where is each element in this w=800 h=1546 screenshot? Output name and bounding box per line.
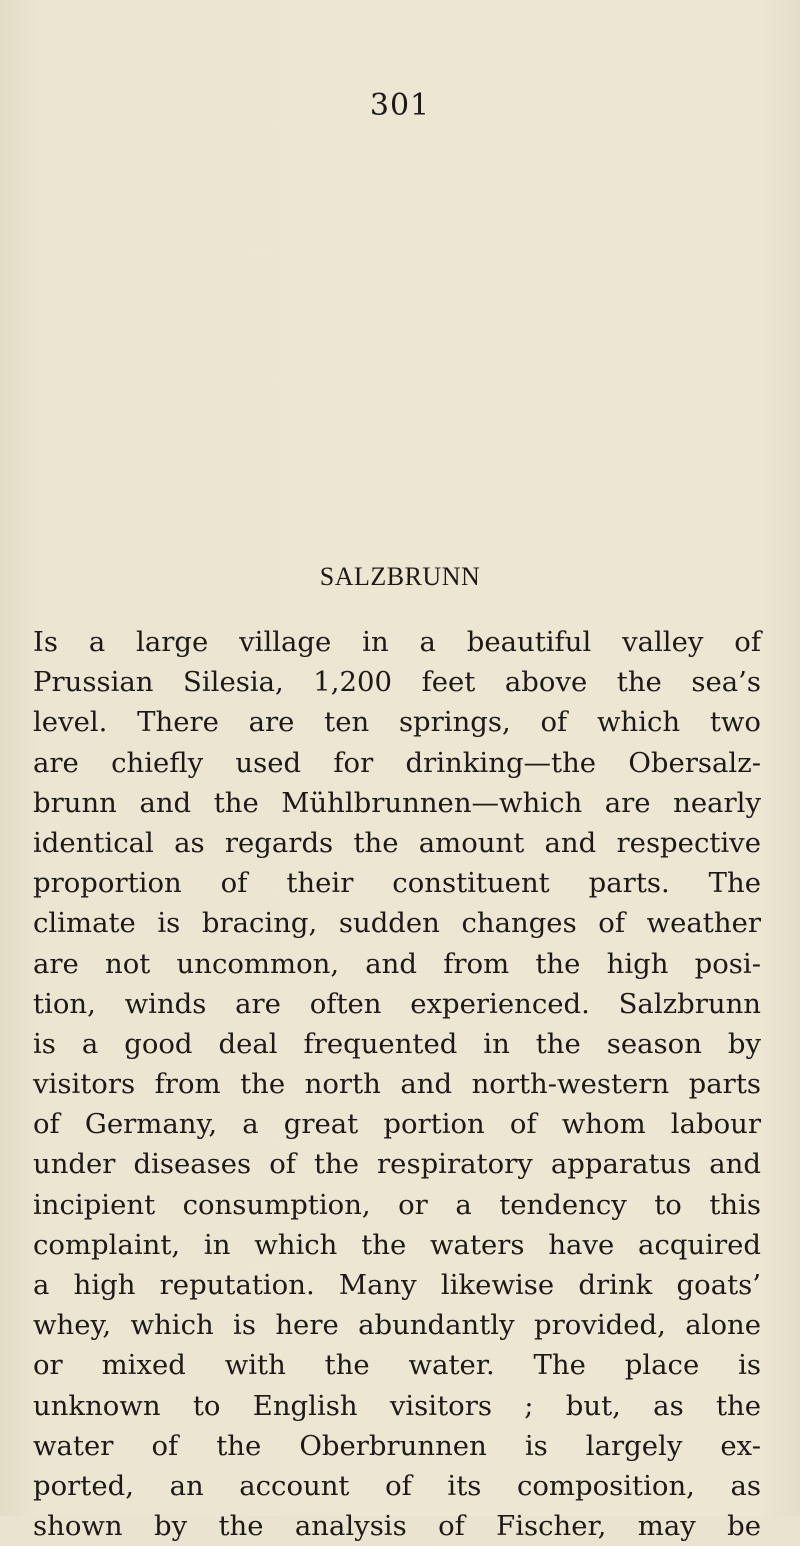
text-line: unknown to English visitors ; but, as the — [33, 1389, 761, 1422]
text-line: incipient consumption, or a tendency to this — [33, 1188, 761, 1221]
text-line: under diseases of the respiratory apparatus and — [33, 1148, 761, 1181]
text-line: Prussian Silesia, 1,200 feet above the sea’s — [33, 666, 761, 699]
text-line: shown by the analysis of Fischer, may be — [33, 1510, 761, 1543]
text-line: ported, an account of its composition, as — [33, 1469, 761, 1502]
text-line: visitors from the north and north-western parts — [33, 1068, 761, 1101]
text-line: a high reputation. Many likewise drink goats’ — [33, 1269, 761, 1301]
text-line: tion, winds are often experienced. Salzbrunn — [33, 987, 761, 1020]
text-line: proportion of their constituent parts. The — [33, 867, 761, 900]
text-line: identical as regards the amount and respective — [33, 826, 761, 859]
text-line: level. There are ten springs, of which two — [33, 706, 761, 739]
text-line: brunn and the Mühlbrunnen—which are nearly — [33, 786, 761, 819]
text-line: Is a large village in a beautiful valley of — [33, 626, 761, 658]
text-line: are not uncommon, and from the high posi- — [33, 947, 761, 980]
text-line: are chiefly used for drinking—the Obersalz- — [33, 746, 761, 779]
text-line: or mixed with the water. The place is — [33, 1349, 761, 1382]
text-line: is a good deal frequented in the season by — [33, 1027, 761, 1060]
section-title: SALZBRUNN — [319, 562, 481, 591]
text-line: water of the Oberbrunnen is largely ex- — [33, 1429, 761, 1462]
page-number: 301 — [369, 88, 431, 123]
body-paragraph — [33, 622, 761, 1546]
text-line: complaint, in which the waters have acquired — [33, 1228, 761, 1261]
text-line: of Germany, a great portion of whom labour — [33, 1108, 761, 1141]
text-line: whey, which is here abundantly provided, alone — [33, 1309, 761, 1342]
text-line: climate is bracing, sudden changes of weather — [33, 907, 761, 940]
